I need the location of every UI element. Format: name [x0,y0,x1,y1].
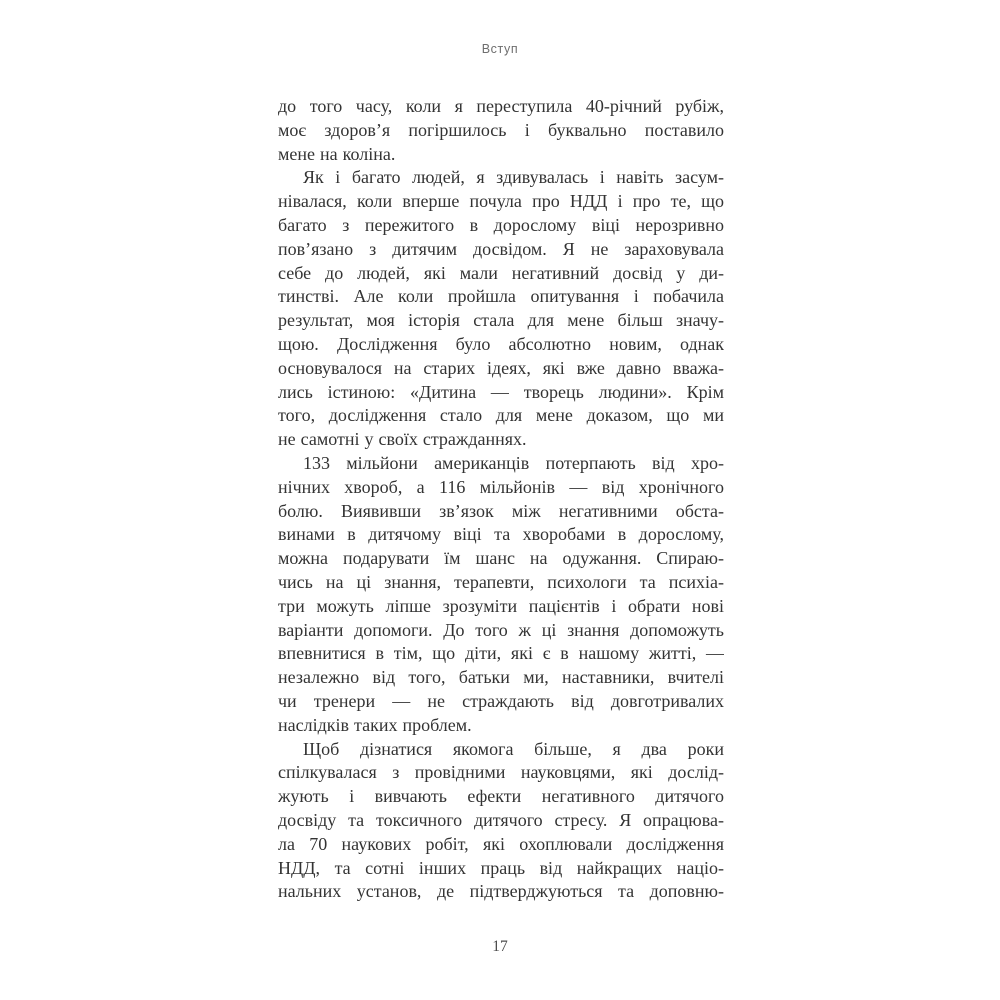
text-line: жують і вивчають ефекти негативного дитячого [278,786,724,807]
text-line: до того часу, коли я переступила 40-річний рубіж, [278,96,724,116]
text-line: пов’язано з дитячим досвідом. Я не зараховувала [278,238,724,259]
text-line: не самотні у своїх стражданнях. [278,429,527,450]
text-line: результат, моя історія стала для мене більш значу- [278,310,724,331]
running-header: Вступ [481,42,519,56]
text-line: нальних установ, де підтверджуються та доповню- [278,881,724,902]
text-line: варіанти допомоги. До того ж ці знання допоможуть [278,619,724,640]
text-line: винами в дитячому віці та хворобами в дорослому, [278,524,724,545]
text-line: Як і багато людей, я здивувалась і навіть засум- [303,167,724,188]
text-line: 133 мільйони американців потерпають від хро- [303,452,724,473]
text-line: багато з пережитого в дорослому віці нерозривно [278,214,724,235]
text-line: основувалося на старих ідеях, які вже давно вважа- [278,357,724,378]
text-line: наслідків таких проблем. [278,714,472,735]
text-line: Щоб дізнатися якомога більше, я два роки [303,738,724,759]
text-line: впевнитися в тім, що діти, які є в нашому житті, — [278,643,724,664]
body-text [278,95,724,904]
text-line: мене на коліна. [278,143,396,164]
text-line: нівалася, коли вперше почула про НДД і про те, що [278,191,724,212]
page-number: 17 [492,938,508,955]
text-line: ла 70 наукових робіт, які охоплювали дослідження [278,833,724,854]
text-line: досвіду та токсичного дитячого стресу. Я опрацюва- [278,809,724,830]
text-line: тинстві. Але коли пройшла опитування і побачила [278,286,724,307]
text-line: того, дослідження стало для мене доказом, що ми [278,405,724,426]
text-line: лись істиною: «Дитина — творець людини». Крім [278,381,724,402]
text-line: болю. Виявивши зв’язок між негативними обста- [278,500,724,521]
text-line: НДД, та сотні інших праць від найкращих націо- [278,857,724,878]
text-line: щою. Дослідження було абсолютно новим, однак [278,333,724,354]
text-line: себе до людей, які мали негативний досвід у ди- [278,262,724,283]
text-line: можна подарувати їм шанс на одужання. Спираю- [278,548,724,569]
text-line: три можуть ліпше зрозуміти пацієнтів і обрати нові [278,595,724,616]
text-line: моє здоров’я погіршилось і буквально поставило [278,119,724,140]
text-line: спілкувалася з провідними науковцями, які дослід- [278,762,724,783]
text-line: незалежно від того, батьки ми, наставники, вчителі [278,667,724,688]
text-line: чи тренери — не страждають від довготривалих [278,690,724,711]
text-line: чись на ці знання, терапевти, психологи та психіа- [278,571,724,592]
text-line: нічних хвороб, а 116 мільйонів — від хронічного [278,476,724,497]
